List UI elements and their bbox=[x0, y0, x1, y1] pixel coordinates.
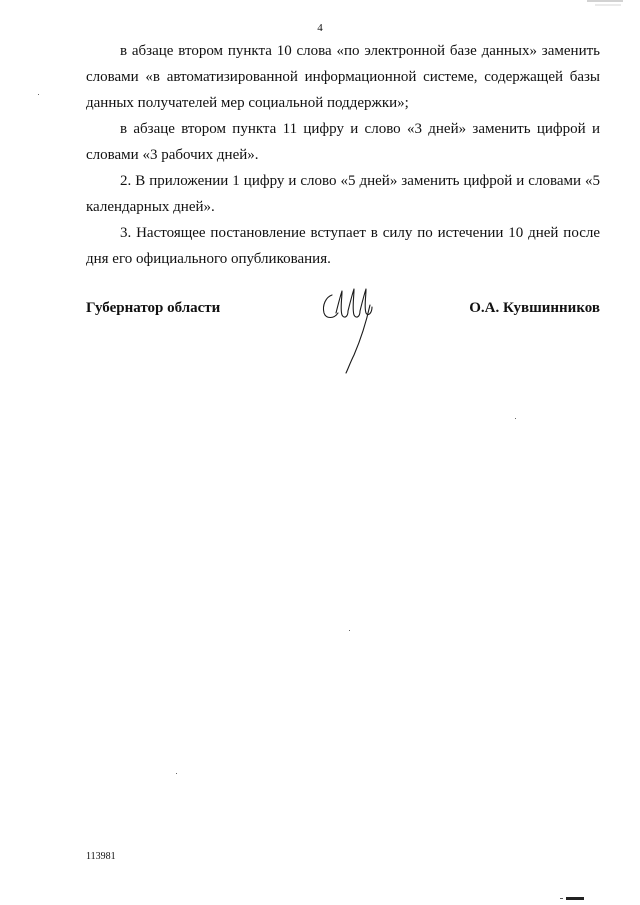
paragraph-2: в абзаце втором пункта 11 цифру и слово «3 дней» заменить цифрой и словами «3 рабочих дней». bbox=[86, 121, 600, 163]
scan-edge-mark bbox=[560, 897, 586, 900]
paragraph-3: 2. В приложении 1 цифру и слово «5 дней» заменить цифрой и словами «5 календарных дней». bbox=[86, 173, 600, 215]
scan-speck bbox=[38, 94, 39, 95]
page-number: 4 bbox=[317, 22, 323, 34]
document-body bbox=[86, 38, 600, 272]
scan-speck bbox=[515, 418, 516, 419]
paragraph-1: в абзаце втором пункта 10 слова «по электронной базе данных» заменить словами «в автоматизированной информационной системе, содержащей базы данных получателей мер социальной поддержки»; bbox=[86, 43, 600, 111]
signatory-name: О.А. Кувшинников bbox=[469, 300, 600, 316]
paragraph-4: 3. Настоящее постановление вступает в силу по истечении 10 дней после дня его официального опубликования. bbox=[86, 225, 600, 267]
scan-top-mark bbox=[585, 0, 625, 6]
handwritten-signature bbox=[318, 283, 378, 378]
signatory-title: Губернатор области bbox=[86, 300, 221, 316]
document-code: 113981 bbox=[86, 851, 116, 862]
scan-speck bbox=[176, 773, 177, 774]
scan-speck bbox=[349, 630, 350, 631]
